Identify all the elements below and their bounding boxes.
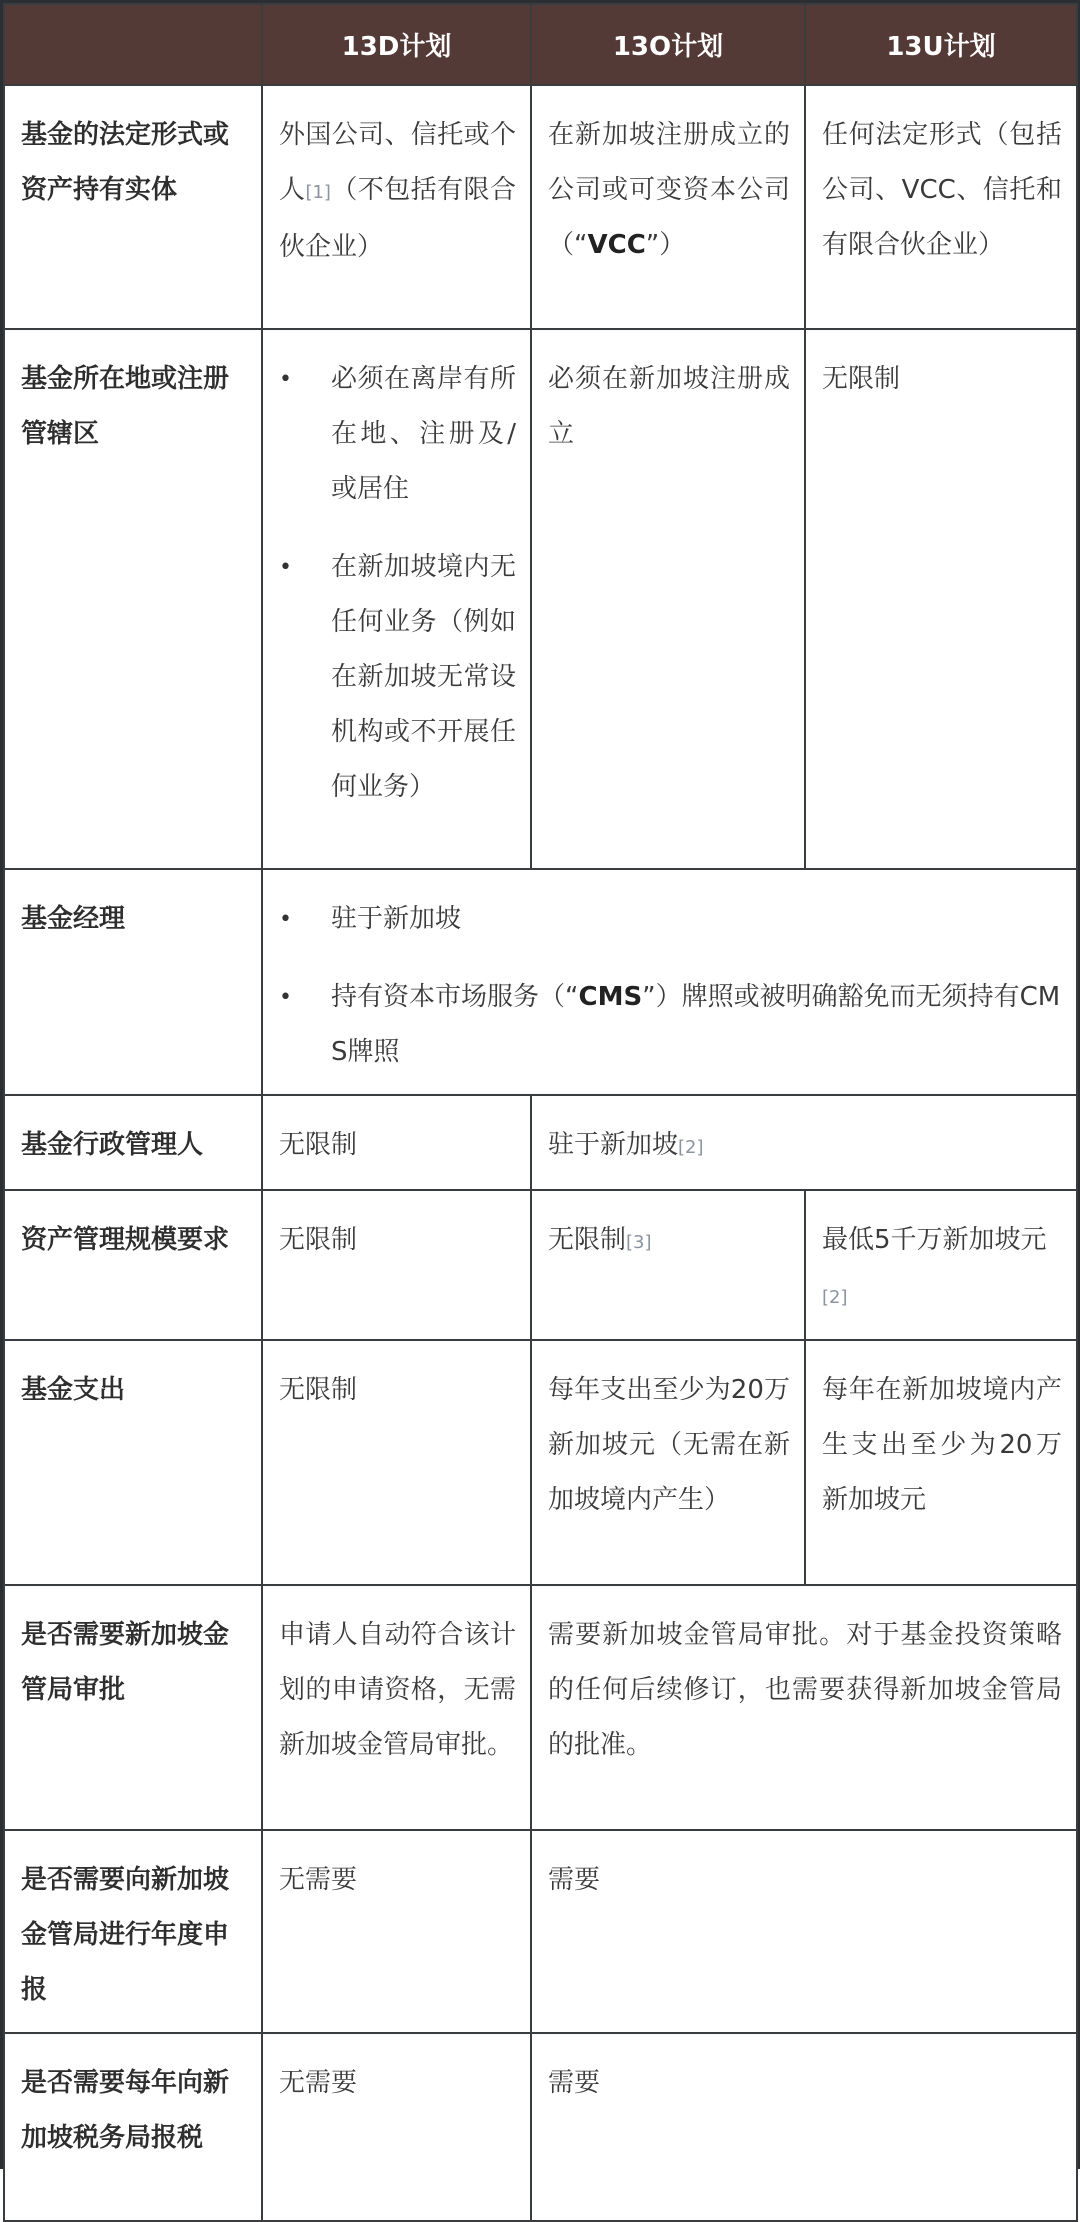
cell-text: 无限制 xyxy=(548,1225,627,1255)
row-label-text: 基金经理 xyxy=(21,904,126,934)
bullet-item xyxy=(279,970,1062,1080)
cell-13d xyxy=(262,2033,531,2221)
cell-13d xyxy=(262,85,531,329)
cell-text: 每年支出至少为20万新加坡元（无需在新加坡境内产生） xyxy=(548,1375,790,1515)
cell-text: 无限制 xyxy=(822,364,901,394)
header-13o: 13O计划 xyxy=(531,4,805,85)
cell-text: 无限制 xyxy=(279,1225,358,1255)
cell-text: 无需要 xyxy=(279,1865,358,1895)
cell-text: 任何法定形式（包括公司、VCC、信托和有限合伙企业） xyxy=(822,120,1062,260)
cell-13u xyxy=(805,85,1077,329)
table-row-aum xyxy=(4,1190,1077,1340)
table-row-annual-filing xyxy=(4,1830,1077,2033)
cell-13u xyxy=(805,1340,1077,1585)
cell-text: 无限制 xyxy=(279,1130,358,1160)
cell-text: 外国公司、信托或个人 xyxy=(279,120,516,205)
bullet-item: • 在新加坡境内无任何业务（例如在新加坡无常设机构或不开展任何业务） xyxy=(279,540,516,815)
row-label-text: 是否需要新加坡金管局审批 xyxy=(21,1620,230,1705)
cell-13o xyxy=(531,1190,805,1340)
row-label-text: 基金行政管理人 xyxy=(21,1130,204,1160)
cell-text: 需要 xyxy=(548,1865,601,1895)
header-row xyxy=(4,4,1077,85)
row-label-text: 基金支出 xyxy=(21,1375,126,1405)
footnote-link-2[interactable]: [2] xyxy=(822,1287,848,1308)
footnote-link-3[interactable]: [3] xyxy=(626,1232,652,1253)
row-label xyxy=(4,329,262,869)
table-row-mas-approval xyxy=(4,1585,1077,1830)
footnote-link-2[interactable]: [2] xyxy=(678,1137,704,1158)
cms-term: CMS xyxy=(578,982,643,1012)
row-label-text: 基金所在地或注册管辖区 xyxy=(21,364,230,449)
cell-text: 需要 xyxy=(548,2068,601,2098)
row-label xyxy=(4,869,262,1095)
bullet-text: 驻于新加坡 xyxy=(331,904,462,934)
row-label xyxy=(4,1340,262,1585)
table-row-fund-manager xyxy=(4,869,1077,1095)
cell-13o-13u xyxy=(531,2033,1077,2221)
cell-13o xyxy=(531,85,805,329)
cell-text: 无限制 xyxy=(279,1375,358,1405)
row-label xyxy=(4,1095,262,1190)
header-13u: 13U计划 xyxy=(805,4,1077,85)
cell-text: 必须在新加坡注册成立 xyxy=(548,364,790,449)
row-label xyxy=(4,1585,262,1830)
footnote-link-1[interactable]: [1] xyxy=(305,182,331,203)
cell-13d xyxy=(262,1190,531,1340)
cell-text-after: （不包括有限合伙企业） xyxy=(279,175,516,262)
cell-13u xyxy=(805,329,1077,869)
table-row-tax-filing xyxy=(4,2033,1077,2221)
cell-text: 驻于新加坡 xyxy=(548,1130,679,1160)
row-label xyxy=(4,2033,262,2221)
row-label xyxy=(4,1190,262,1340)
table-row-legal-form xyxy=(4,85,1077,329)
vcc-term: VCC xyxy=(587,230,646,260)
cell-13d xyxy=(262,1830,531,2033)
table-row-domicile xyxy=(4,329,1077,869)
bullet-item xyxy=(279,892,1062,947)
cell-text: 在新加坡注册成立的公司或可变资本公司（“ xyxy=(548,120,790,260)
row-label-text: 基金的法定形式或资产持有实体 xyxy=(21,120,230,205)
header-13d: 13D计划 xyxy=(262,4,531,85)
cell-13d xyxy=(262,1340,531,1585)
cell-text: 申请人自动符合该计划的申请资格，无需新加坡金管局审批。 xyxy=(279,1620,516,1760)
table-row-administrator xyxy=(4,1095,1077,1190)
bullet-text-after: ”）牌照或被明确豁免而无须持有CMS牌照 xyxy=(331,982,1061,1067)
cell-13d xyxy=(262,1095,531,1190)
row-label-text: 是否需要向新加坡金管局进行年度申报 xyxy=(21,1865,230,2005)
cell-13u xyxy=(805,1190,1077,1340)
cell-text: 最低5千万新加坡元 xyxy=(822,1225,1047,1255)
cell-merged xyxy=(262,869,1077,1095)
cell-13o xyxy=(531,329,805,869)
bullet-text: 持有资本市场服务（“ xyxy=(331,982,579,1012)
cell-13d xyxy=(262,1585,531,1830)
cell-text: 每年在新加坡境内产生支出至少为20万新加坡元 xyxy=(822,1375,1062,1515)
fund-scheme-comparison-table xyxy=(3,3,1078,2222)
row-label xyxy=(4,85,262,329)
bullet-list xyxy=(279,892,1062,1080)
header-corner xyxy=(4,4,262,85)
cell-text-after: ”） xyxy=(645,230,686,260)
bullet-item: • 必须在离岸有所在地、注册及/或居住 xyxy=(279,352,516,517)
cell-13o-13u xyxy=(531,1095,1077,1190)
row-label xyxy=(4,1830,262,2033)
cell-13o-13u xyxy=(531,1585,1077,1830)
bullet-list xyxy=(279,352,516,815)
cell-text: 无需要 xyxy=(279,2068,358,2098)
row-label-text: 资产管理规模要求 xyxy=(21,1225,230,1255)
cell-13o-13u xyxy=(531,1830,1077,2033)
row-label-text: 是否需要每年向新加坡税务局报税 xyxy=(21,2068,230,2153)
cell-13d xyxy=(262,329,531,869)
cell-13o xyxy=(531,1340,805,1585)
table-row-expenses xyxy=(4,1340,1077,1585)
cell-text: 需要新加坡金管局审批。对于基金投资策略的任何后续修订，也需要获得新加坡金管局的批准。 xyxy=(548,1620,1062,1760)
